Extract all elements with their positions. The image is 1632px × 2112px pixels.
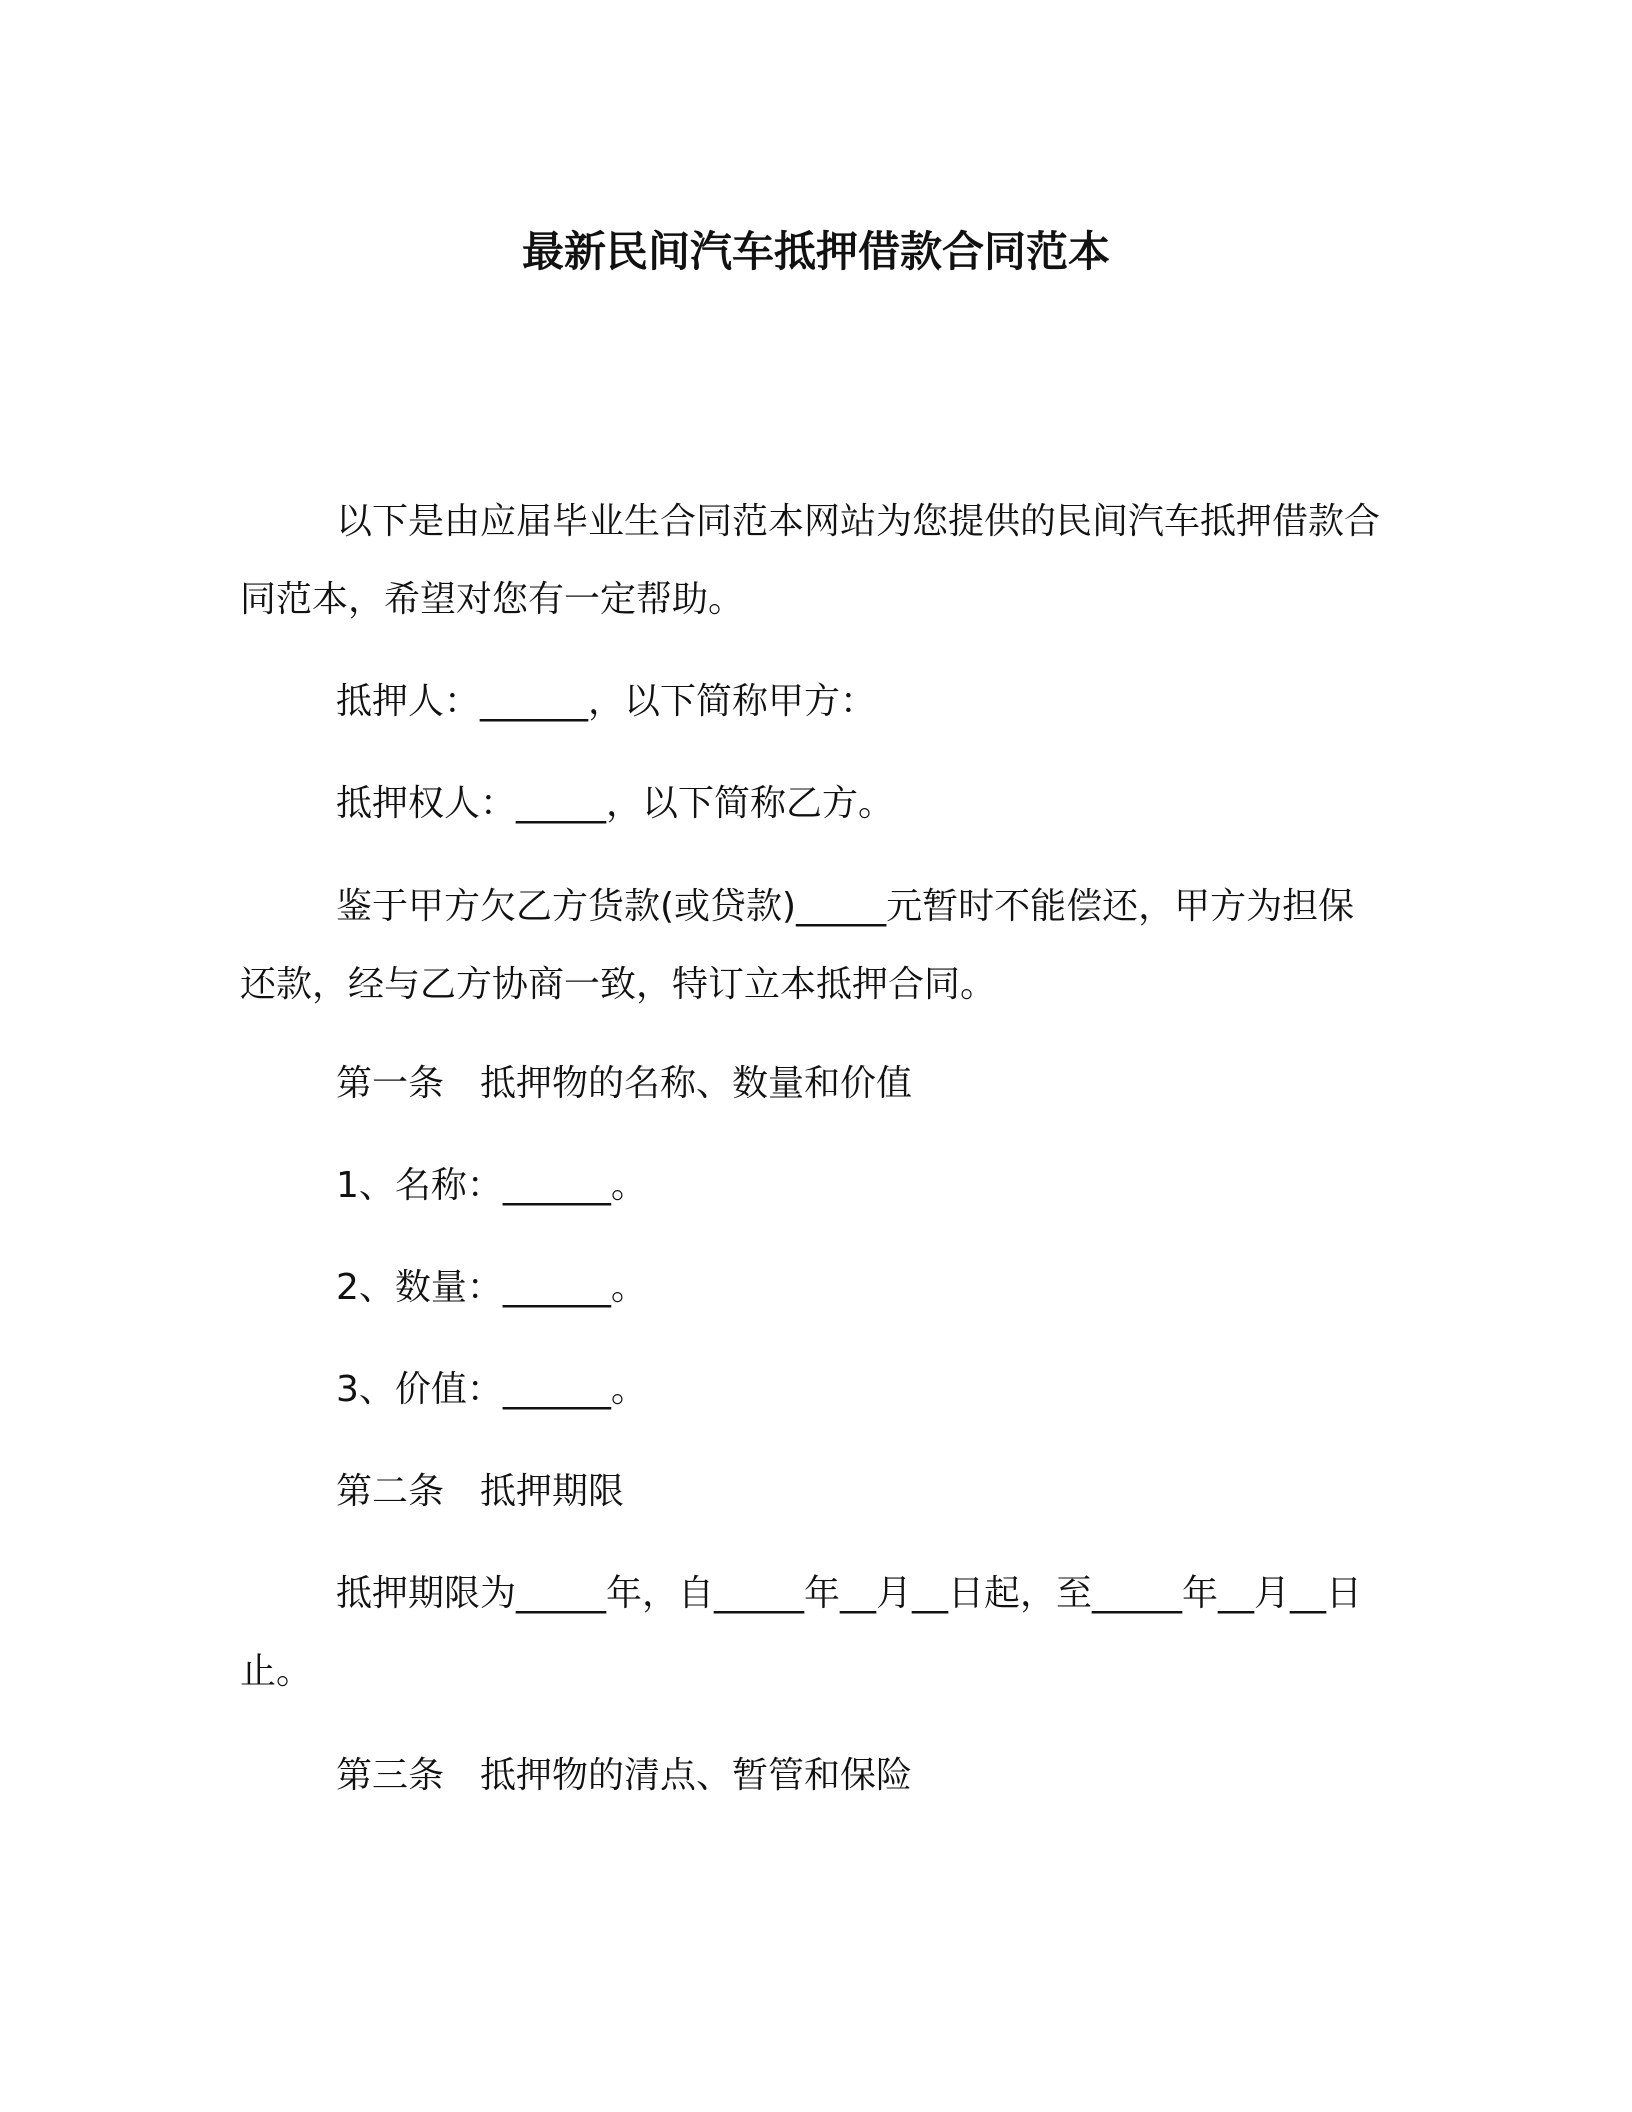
- article3-heading: 第三条 抵押物的清点、暂管和保险: [336, 1755, 913, 1796]
- article1-heading: 第一条 抵押物的名称、数量和价值: [336, 1063, 913, 1104]
- item-name: 1、名称：______。: [336, 1165, 647, 1206]
- whereas-text: 鉴于甲方欠乙方货款(或贷款)_____元暂时不能偿还，甲方为担保还款，经与乙方协商一致，特订立本抵押合同。: [240, 886, 1355, 1005]
- item-quantity: 2、数量：______。: [336, 1267, 647, 1308]
- article2-heading: 第二条 抵押期限: [336, 1471, 625, 1512]
- term-paragraph: [240, 1555, 1380, 1711]
- whereas-paragraph: [240, 868, 1380, 1024]
- item-value: 3、价值：______。: [336, 1369, 647, 1410]
- mortgagor-line: 抵押人：______，以下简称甲方：: [336, 681, 877, 722]
- intro-paragraph: [240, 483, 1380, 639]
- mortgagee-line: 抵押权人：_____，以下简称乙方。: [336, 783, 895, 824]
- term-text: 抵押期限为_____年，自_____年__月__日起，至_____年__月__日止。: [240, 1573, 1363, 1692]
- document-title: 最新民间汽车抵押借款合同范本: [521, 227, 1110, 276]
- intro-text: 以下是由应届毕业生合同范本网站为您提供的民间汽车抵押借款合同范本，希望对您有一定帮助。: [240, 501, 1381, 620]
